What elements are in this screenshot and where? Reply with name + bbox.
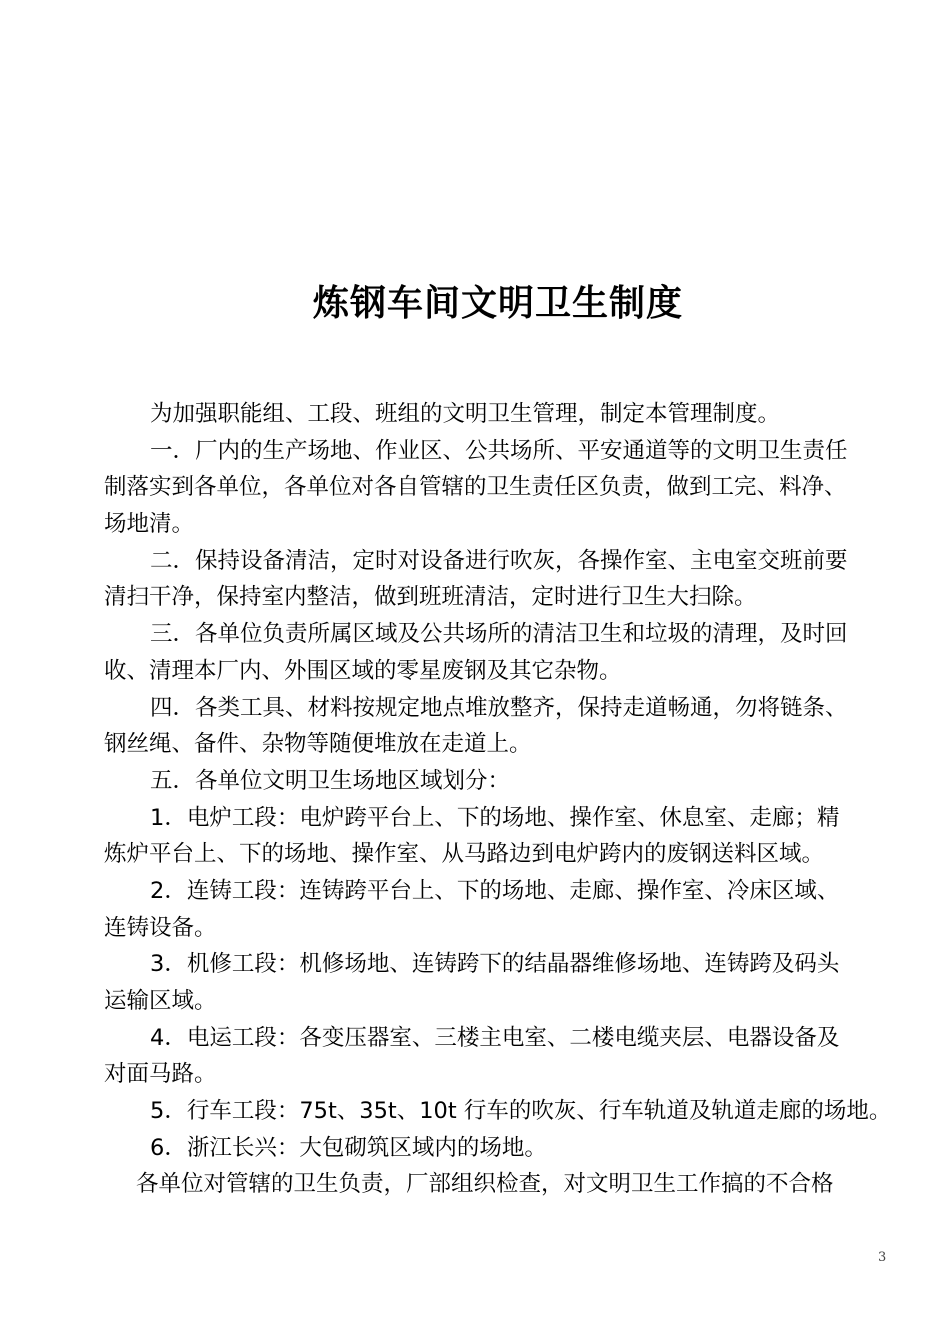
- clause-2-line-1: 二．保持设备清洁，定时对设备进行吹灰，各操作室、主电室交班前要: [150, 547, 848, 574]
- page-number: 3: [878, 1250, 887, 1265]
- clause-1-line-3: 场地清。: [104, 511, 195, 538]
- clause-5-heading: 五．各单位文明卫生场地区域划分：: [150, 767, 511, 794]
- clause-1-line-1: 一．厂内的生产场地、作业区、公共场所、平安通道等的文明卫生责任: [150, 437, 848, 464]
- item-2-line-1: 2．连铸工段：连铸跨平台上、下的场地、走廊、操作室、冷床区域、: [150, 877, 840, 904]
- document-title: 炼钢车间文明卫生制度: [312, 283, 683, 324]
- item-1-line-1: 1．电炉工段：电炉跨平台上、下的场地、操作室、休息室、走廊；精: [150, 804, 840, 831]
- intro-line: 为加强职能组、工段、班组的文明卫生管理，制定本管理制度。: [150, 401, 781, 427]
- item-3-line-2: 运输区域。: [104, 988, 217, 1014]
- closing-line: 各单位对管辖的卫生负责，厂部组织检查，对文明卫生工作搞的不合格: [136, 1171, 834, 1198]
- clause-4-line-1: 四．各类工具、材料按规定地点堆放整齐，保持走道畅通，勿将链条、: [150, 694, 848, 721]
- item-6-line: 6．浙江长兴：大包砌筑区域内的场地。: [150, 1134, 547, 1161]
- clause-2-line-2: 清扫干净，保持室内整洁，做到班班清洁，定时进行卫生大扫除。: [104, 584, 757, 611]
- item-4-line-2: 对面马路。: [104, 1061, 217, 1088]
- clause-3-line-1: 三．各单位负责所属区域及公共场所的清洁卫生和垃圾的清理，及时回: [150, 621, 848, 648]
- clause-4-line-2: 钢丝绳、备件、杂物等随便堆放在走道上。: [104, 731, 532, 758]
- item-1-line-2: 炼炉平台上、下的场地、操作室、从马路边到电炉跨内的废钢送料区域。: [104, 841, 825, 868]
- item-2-line-2: 连铸设备。: [104, 914, 217, 941]
- item-3-line-1: 3．机修工段：机修场地、连铸跨下的结晶器维修场地、连铸跨及码头: [150, 951, 840, 978]
- item-4-line-1: 4．电运工段：各变压器室、三楼主电室、二楼电缆夹层、电器设备及: [150, 1024, 840, 1051]
- item-5-line: 5．行车工段：75t、35t、10t 行车的吹灰、行车轨道及轨道走廊的场地。: [150, 1098, 892, 1125]
- clause-3-line-2: 收、清理本厂内、外围区域的零星废钢及其它杂物。: [104, 657, 622, 684]
- clause-1-line-2: 制落实到各单位，各单位对各自管辖的卫生责任区负责，做到工完、料净、: [104, 474, 847, 501]
- document-body: [104, 396, 894, 1203]
